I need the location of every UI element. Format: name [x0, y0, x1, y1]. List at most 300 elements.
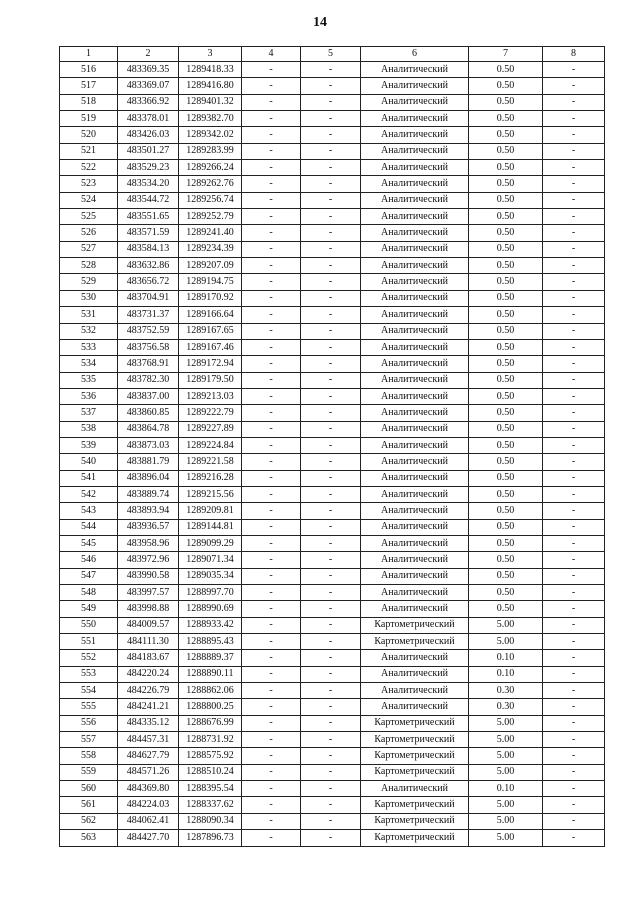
cell-y-coordinate: 1289207.09 — [179, 258, 242, 274]
cell-col-5: - — [301, 339, 361, 355]
cell-y-coordinate: 1289172.94 — [179, 356, 242, 372]
cell-x-coordinate: 483656.72 — [118, 274, 179, 290]
cell-col-8: - — [543, 160, 605, 176]
cell-method: Аналитический — [361, 290, 469, 306]
cell-col-4: - — [242, 552, 301, 568]
cell-point-number: 552 — [60, 650, 118, 666]
cell-x-coordinate: 484369.80 — [118, 781, 179, 797]
table-row — [60, 437, 605, 453]
cell-y-coordinate: 1288337.62 — [179, 797, 242, 813]
cell-y-coordinate: 1289262.76 — [179, 176, 242, 192]
cell-col-8: - — [543, 813, 605, 829]
cell-col-4: - — [242, 290, 301, 306]
table-row — [60, 601, 605, 617]
cell-y-coordinate: 1289170.92 — [179, 290, 242, 306]
cell-x-coordinate: 483501.27 — [118, 143, 179, 159]
cell-col-5: - — [301, 748, 361, 764]
cell-col-4: - — [242, 127, 301, 143]
cell-x-coordinate: 483756.58 — [118, 339, 179, 355]
table-row — [60, 519, 605, 535]
cell-accuracy: 0.50 — [469, 323, 543, 339]
cell-accuracy: 5.00 — [469, 617, 543, 633]
cell-col-8: - — [543, 699, 605, 715]
cell-point-number: 516 — [60, 62, 118, 78]
cell-x-coordinate: 483534.20 — [118, 176, 179, 192]
cell-col-5: - — [301, 650, 361, 666]
table-row — [60, 748, 605, 764]
cell-point-number: 547 — [60, 568, 118, 584]
cell-y-coordinate: 1289221.58 — [179, 454, 242, 470]
cell-accuracy: 0.50 — [469, 437, 543, 453]
cell-col-8: - — [543, 585, 605, 601]
cell-x-coordinate: 483972.96 — [118, 552, 179, 568]
table-body — [60, 62, 605, 847]
cell-point-number: 532 — [60, 323, 118, 339]
cell-method: Аналитический — [361, 601, 469, 617]
cell-col-5: - — [301, 617, 361, 633]
cell-point-number: 522 — [60, 160, 118, 176]
cell-accuracy: 0.50 — [469, 372, 543, 388]
cell-col-4: - — [242, 160, 301, 176]
cell-col-8: - — [543, 568, 605, 584]
cell-col-4: - — [242, 405, 301, 421]
cell-point-number: 526 — [60, 225, 118, 241]
cell-method: Аналитический — [361, 160, 469, 176]
cell-point-number: 524 — [60, 192, 118, 208]
cell-point-number: 557 — [60, 732, 118, 748]
table-row — [60, 62, 605, 78]
cell-col-4: - — [242, 94, 301, 110]
cell-y-coordinate: 1288731.92 — [179, 732, 242, 748]
cell-x-coordinate: 483864.78 — [118, 421, 179, 437]
cell-y-coordinate: 1288933.42 — [179, 617, 242, 633]
cell-method: Аналитический — [361, 111, 469, 127]
table-row — [60, 78, 605, 94]
cell-col-4: - — [242, 601, 301, 617]
cell-y-coordinate: 1288510.24 — [179, 764, 242, 780]
cell-accuracy: 5.00 — [469, 715, 543, 731]
cell-accuracy: 0.50 — [469, 307, 543, 323]
cell-col-5: - — [301, 764, 361, 780]
cell-col-5: - — [301, 715, 361, 731]
cell-point-number: 542 — [60, 486, 118, 502]
cell-col-5: - — [301, 535, 361, 551]
cell-col-8: - — [543, 683, 605, 699]
cell-y-coordinate: 1289227.89 — [179, 421, 242, 437]
cell-col-8: - — [543, 732, 605, 748]
cell-accuracy: 0.50 — [469, 388, 543, 404]
cell-method: Аналитический — [361, 339, 469, 355]
table-row — [60, 503, 605, 519]
cell-col-8: - — [543, 290, 605, 306]
cell-y-coordinate: 1288889.37 — [179, 650, 242, 666]
cell-method: Аналитический — [361, 192, 469, 208]
cell-col-8: - — [543, 209, 605, 225]
cell-accuracy: 0.10 — [469, 666, 543, 682]
cell-point-number: 536 — [60, 388, 118, 404]
cell-col-4: - — [242, 111, 301, 127]
cell-col-8: - — [543, 634, 605, 650]
table-row — [60, 568, 605, 584]
cell-col-4: - — [242, 339, 301, 355]
cell-col-5: - — [301, 225, 361, 241]
cell-col-8: - — [543, 454, 605, 470]
cell-col-8: - — [543, 503, 605, 519]
cell-col-8: - — [543, 781, 605, 797]
cell-point-number: 543 — [60, 503, 118, 519]
cell-col-4: - — [242, 748, 301, 764]
cell-accuracy: 0.50 — [469, 290, 543, 306]
cell-method: Картометрический — [361, 732, 469, 748]
cell-y-coordinate: 1287896.73 — [179, 830, 242, 846]
cell-method: Аналитический — [361, 552, 469, 568]
cell-y-coordinate: 1289418.33 — [179, 62, 242, 78]
cell-col-4: - — [242, 699, 301, 715]
cell-method: Аналитический — [361, 405, 469, 421]
cell-col-5: - — [301, 486, 361, 502]
cell-col-4: - — [242, 274, 301, 290]
cell-col-5: - — [301, 683, 361, 699]
table-row — [60, 258, 605, 274]
cell-y-coordinate: 1288395.54 — [179, 781, 242, 797]
column-header-3: 3 — [179, 47, 242, 62]
cell-point-number: 533 — [60, 339, 118, 355]
cell-x-coordinate: 483571.59 — [118, 225, 179, 241]
cell-col-8: - — [543, 372, 605, 388]
cell-method: Аналитический — [361, 209, 469, 225]
cell-x-coordinate: 483860.85 — [118, 405, 179, 421]
cell-col-5: - — [301, 634, 361, 650]
cell-accuracy: 0.50 — [469, 143, 543, 159]
table-row — [60, 781, 605, 797]
cell-col-8: - — [543, 111, 605, 127]
cell-col-5: - — [301, 62, 361, 78]
cell-method: Картометрический — [361, 715, 469, 731]
cell-y-coordinate: 1289213.03 — [179, 388, 242, 404]
cell-point-number: 546 — [60, 552, 118, 568]
cell-col-8: - — [543, 797, 605, 813]
cell-col-4: - — [242, 764, 301, 780]
cell-col-5: - — [301, 666, 361, 682]
cell-col-5: - — [301, 176, 361, 192]
cell-y-coordinate: 1288990.69 — [179, 601, 242, 617]
cell-x-coordinate: 483936.57 — [118, 519, 179, 535]
cell-accuracy: 0.50 — [469, 552, 543, 568]
cell-col-5: - — [301, 209, 361, 225]
cell-col-5: - — [301, 568, 361, 584]
cell-col-5: - — [301, 241, 361, 257]
cell-col-5: - — [301, 323, 361, 339]
cell-col-8: - — [543, 535, 605, 551]
cell-point-number: 555 — [60, 699, 118, 715]
cell-point-number: 538 — [60, 421, 118, 437]
table-row — [60, 192, 605, 208]
table-row — [60, 732, 605, 748]
cell-col-5: - — [301, 781, 361, 797]
cell-point-number: 554 — [60, 683, 118, 699]
table-row — [60, 274, 605, 290]
column-header-5: 5 — [301, 47, 361, 62]
cell-col-8: - — [543, 617, 605, 633]
cell-accuracy: 0.50 — [469, 421, 543, 437]
cell-col-5: - — [301, 552, 361, 568]
cell-y-coordinate: 1289224.84 — [179, 437, 242, 453]
cell-point-number: 527 — [60, 241, 118, 257]
cell-col-4: - — [242, 535, 301, 551]
cell-x-coordinate: 483837.00 — [118, 388, 179, 404]
cell-accuracy: 0.50 — [469, 78, 543, 94]
cell-col-5: - — [301, 307, 361, 323]
cell-col-5: - — [301, 454, 361, 470]
cell-col-5: - — [301, 813, 361, 829]
column-header-8: 8 — [543, 47, 605, 62]
cell-accuracy: 0.50 — [469, 339, 543, 355]
cell-col-8: - — [543, 241, 605, 257]
cell-col-8: - — [543, 486, 605, 502]
cell-accuracy: 0.50 — [469, 241, 543, 257]
coordinates-table — [59, 46, 605, 847]
cell-point-number: 537 — [60, 405, 118, 421]
cell-method: Аналитический — [361, 143, 469, 159]
cell-col-5: - — [301, 274, 361, 290]
cell-x-coordinate: 483752.59 — [118, 323, 179, 339]
cell-accuracy: 0.50 — [469, 486, 543, 502]
cell-col-8: - — [543, 437, 605, 453]
cell-x-coordinate: 483544.72 — [118, 192, 179, 208]
cell-x-coordinate: 484627.79 — [118, 748, 179, 764]
cell-col-5: - — [301, 127, 361, 143]
cell-y-coordinate: 1288090.34 — [179, 813, 242, 829]
cell-point-number: 523 — [60, 176, 118, 192]
table-row — [60, 764, 605, 780]
cell-y-coordinate: 1289167.65 — [179, 323, 242, 339]
cell-y-coordinate: 1289209.81 — [179, 503, 242, 519]
cell-accuracy: 0.50 — [469, 503, 543, 519]
cell-x-coordinate: 483426.03 — [118, 127, 179, 143]
cell-col-5: - — [301, 405, 361, 421]
cell-method: Аналитический — [361, 585, 469, 601]
cell-col-4: - — [242, 372, 301, 388]
cell-y-coordinate: 1288800.25 — [179, 699, 242, 715]
cell-col-4: - — [242, 683, 301, 699]
cell-col-8: - — [543, 421, 605, 437]
cell-point-number: 550 — [60, 617, 118, 633]
cell-col-8: - — [543, 519, 605, 535]
cell-accuracy: 0.50 — [469, 176, 543, 192]
cell-point-number: 520 — [60, 127, 118, 143]
cell-accuracy: 5.00 — [469, 813, 543, 829]
cell-method: Аналитический — [361, 241, 469, 257]
cell-y-coordinate: 1289266.24 — [179, 160, 242, 176]
cell-method: Аналитический — [361, 62, 469, 78]
cell-col-4: - — [242, 225, 301, 241]
table-row — [60, 813, 605, 829]
cell-y-coordinate: 1289256.74 — [179, 192, 242, 208]
table-row — [60, 160, 605, 176]
cell-x-coordinate: 484009.57 — [118, 617, 179, 633]
cell-method: Аналитический — [361, 78, 469, 94]
cell-method: Аналитический — [361, 356, 469, 372]
cell-accuracy: 5.00 — [469, 830, 543, 846]
cell-y-coordinate: 1289071.34 — [179, 552, 242, 568]
cell-col-5: - — [301, 192, 361, 208]
cell-x-coordinate: 483896.04 — [118, 470, 179, 486]
table-row — [60, 307, 605, 323]
column-header-6: 6 — [361, 47, 469, 62]
cell-col-8: - — [543, 339, 605, 355]
cell-point-number: 559 — [60, 764, 118, 780]
table-row — [60, 486, 605, 502]
table-row — [60, 356, 605, 372]
table-row — [60, 209, 605, 225]
table-row — [60, 650, 605, 666]
cell-method: Аналитический — [361, 127, 469, 143]
cell-col-5: - — [301, 143, 361, 159]
cell-method: Аналитический — [361, 535, 469, 551]
cell-col-4: - — [242, 78, 301, 94]
cell-x-coordinate: 484457.31 — [118, 732, 179, 748]
cell-x-coordinate: 483873.03 — [118, 437, 179, 453]
cell-accuracy: 0.50 — [469, 519, 543, 535]
column-header-1: 1 — [60, 47, 118, 62]
cell-x-coordinate: 483990.58 — [118, 568, 179, 584]
table-row — [60, 797, 605, 813]
cell-y-coordinate: 1288895.43 — [179, 634, 242, 650]
cell-col-4: - — [242, 585, 301, 601]
table-row — [60, 405, 605, 421]
cell-point-number: 517 — [60, 78, 118, 94]
cell-col-8: - — [543, 192, 605, 208]
cell-y-coordinate: 1289215.56 — [179, 486, 242, 502]
cell-point-number: 563 — [60, 830, 118, 846]
cell-method: Картометрический — [361, 813, 469, 829]
cell-accuracy: 0.30 — [469, 683, 543, 699]
cell-accuracy: 0.10 — [469, 781, 543, 797]
cell-accuracy: 0.50 — [469, 601, 543, 617]
cell-col-8: - — [543, 94, 605, 110]
table-row — [60, 111, 605, 127]
cell-x-coordinate: 483632.86 — [118, 258, 179, 274]
table-row — [60, 94, 605, 110]
cell-method: Аналитический — [361, 650, 469, 666]
cell-x-coordinate: 483998.88 — [118, 601, 179, 617]
cell-col-5: - — [301, 356, 361, 372]
cell-col-5: - — [301, 601, 361, 617]
cell-col-5: - — [301, 585, 361, 601]
cell-col-8: - — [543, 225, 605, 241]
cell-x-coordinate: 484335.12 — [118, 715, 179, 731]
cell-col-4: - — [242, 503, 301, 519]
cell-y-coordinate: 1289241.40 — [179, 225, 242, 241]
cell-point-number: 535 — [60, 372, 118, 388]
cell-point-number: 541 — [60, 470, 118, 486]
table-row — [60, 552, 605, 568]
cell-y-coordinate: 1289416.80 — [179, 78, 242, 94]
cell-x-coordinate: 483551.65 — [118, 209, 179, 225]
cell-col-4: - — [242, 781, 301, 797]
cell-method: Аналитический — [361, 94, 469, 110]
cell-x-coordinate: 484427.70 — [118, 830, 179, 846]
cell-method: Аналитический — [361, 258, 469, 274]
cell-x-coordinate: 483997.57 — [118, 585, 179, 601]
page-number: 14 — [313, 15, 327, 30]
cell-accuracy: 0.50 — [469, 94, 543, 110]
cell-col-4: - — [242, 617, 301, 633]
column-header-2: 2 — [118, 47, 179, 62]
cell-col-5: - — [301, 470, 361, 486]
cell-method: Аналитический — [361, 437, 469, 453]
cell-y-coordinate: 1289222.79 — [179, 405, 242, 421]
cell-col-5: - — [301, 372, 361, 388]
cell-method: Аналитический — [361, 486, 469, 502]
cell-col-4: - — [242, 634, 301, 650]
cell-x-coordinate: 483958.96 — [118, 535, 179, 551]
cell-y-coordinate: 1289401.32 — [179, 94, 242, 110]
cell-col-4: - — [242, 437, 301, 453]
cell-y-coordinate: 1289035.34 — [179, 568, 242, 584]
cell-method: Аналитический — [361, 454, 469, 470]
cell-accuracy: 5.00 — [469, 764, 543, 780]
cell-col-4: - — [242, 388, 301, 404]
cell-point-number: 553 — [60, 666, 118, 682]
cell-method: Аналитический — [361, 781, 469, 797]
cell-col-8: - — [543, 176, 605, 192]
cell-method: Аналитический — [361, 323, 469, 339]
cell-point-number: 561 — [60, 797, 118, 813]
column-header-4: 4 — [242, 47, 301, 62]
cell-accuracy: 0.50 — [469, 470, 543, 486]
table-row — [60, 699, 605, 715]
cell-method: Аналитический — [361, 176, 469, 192]
cell-x-coordinate: 483366.92 — [118, 94, 179, 110]
cell-point-number: 558 — [60, 748, 118, 764]
cell-x-coordinate: 484241.21 — [118, 699, 179, 715]
cell-x-coordinate: 483584.13 — [118, 241, 179, 257]
table-row — [60, 585, 605, 601]
cell-y-coordinate: 1289166.64 — [179, 307, 242, 323]
cell-y-coordinate: 1288862.06 — [179, 683, 242, 699]
cell-accuracy: 0.50 — [469, 356, 543, 372]
cell-point-number: 549 — [60, 601, 118, 617]
cell-col-8: - — [543, 764, 605, 780]
table-row — [60, 143, 605, 159]
cell-col-4: - — [242, 307, 301, 323]
table-row — [60, 372, 605, 388]
cell-x-coordinate: 484226.79 — [118, 683, 179, 699]
cell-y-coordinate: 1288890.11 — [179, 666, 242, 682]
cell-method: Картометрический — [361, 617, 469, 633]
cell-x-coordinate: 483378.01 — [118, 111, 179, 127]
cell-point-number: 548 — [60, 585, 118, 601]
cell-method: Картометрический — [361, 830, 469, 846]
cell-col-8: - — [543, 650, 605, 666]
cell-point-number: 531 — [60, 307, 118, 323]
table-row — [60, 127, 605, 143]
cell-col-8: - — [543, 274, 605, 290]
cell-x-coordinate: 483369.35 — [118, 62, 179, 78]
cell-method: Аналитический — [361, 666, 469, 682]
cell-y-coordinate: 1289216.28 — [179, 470, 242, 486]
cell-point-number: 551 — [60, 634, 118, 650]
cell-col-5: - — [301, 699, 361, 715]
cell-accuracy: 0.50 — [469, 258, 543, 274]
table-row — [60, 241, 605, 257]
cell-method: Аналитический — [361, 470, 469, 486]
cell-x-coordinate: 484571.26 — [118, 764, 179, 780]
cell-col-8: - — [543, 78, 605, 94]
cell-col-4: - — [242, 176, 301, 192]
cell-accuracy: 0.50 — [469, 209, 543, 225]
